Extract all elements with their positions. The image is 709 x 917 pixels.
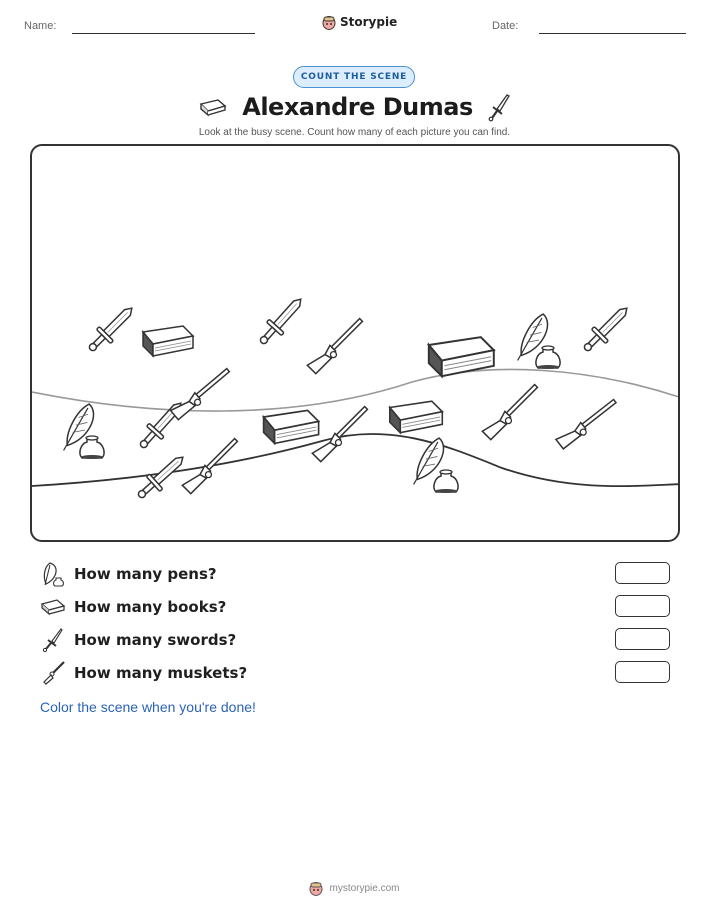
question-muskets	[40, 660, 670, 686]
storypie-mascot-icon	[309, 880, 323, 896]
brand-logo	[322, 14, 397, 30]
question-swords	[40, 627, 670, 653]
count-the-scene-badge: COUNT THE SCENE	[293, 66, 415, 88]
busy-scene[interactable]	[30, 144, 680, 542]
sword-icon	[40, 627, 66, 653]
date-line[interactable]	[539, 33, 686, 34]
book-icon	[40, 594, 66, 620]
book-icon	[198, 96, 228, 118]
scene-drawing	[32, 146, 680, 542]
scene-sword[interactable]	[83, 301, 139, 357]
question-text: How many pens?	[74, 565, 217, 583]
answer-box-swords[interactable]	[615, 628, 670, 650]
scene-pen[interactable]	[413, 435, 458, 493]
question-text: How many muskets?	[74, 664, 248, 682]
name-line[interactable]	[72, 33, 255, 34]
footer-url[interactable]: mystorypie.com	[329, 882, 400, 894]
date-label: Date:	[492, 20, 519, 32]
scene-musket[interactable]	[171, 366, 234, 422]
musket-icon	[40, 660, 66, 686]
scene-book[interactable]	[143, 326, 193, 356]
sword-icon	[487, 92, 511, 122]
scene-book[interactable]	[264, 410, 319, 443]
brand-name: Storypie	[340, 15, 398, 29]
name-label: Name:	[24, 20, 57, 32]
scene-musket[interactable]	[482, 382, 541, 441]
scene-sword[interactable]	[254, 293, 308, 350]
question-books	[40, 594, 670, 620]
question-text: How many swords?	[74, 631, 237, 649]
scene-musket[interactable]	[307, 316, 366, 375]
scene-pen[interactable]	[517, 311, 560, 369]
answer-box-muskets[interactable]	[615, 661, 670, 683]
instructions: Look at the busy scene. Count how many of each picture you can find.	[198, 127, 511, 138]
title-row	[0, 92, 709, 122]
storypie-mascot-icon	[322, 14, 336, 30]
scene-musket[interactable]	[182, 436, 241, 495]
scene-pen[interactable]	[63, 401, 104, 459]
page-title: Alexandre Dumas	[242, 93, 473, 121]
scene-musket[interactable]	[556, 396, 620, 450]
scene-book[interactable]	[390, 401, 443, 433]
answer-box-pens[interactable]	[615, 562, 670, 584]
footer	[0, 880, 709, 896]
scene-sword[interactable]	[578, 301, 634, 357]
answer-box-books[interactable]	[615, 595, 670, 617]
scene-sword[interactable]	[134, 397, 188, 454]
question-pens	[40, 561, 670, 587]
color-note: Color the scene when you're done!	[40, 699, 256, 715]
quill-pen-icon	[40, 561, 66, 587]
question-text: How many books?	[74, 598, 227, 616]
